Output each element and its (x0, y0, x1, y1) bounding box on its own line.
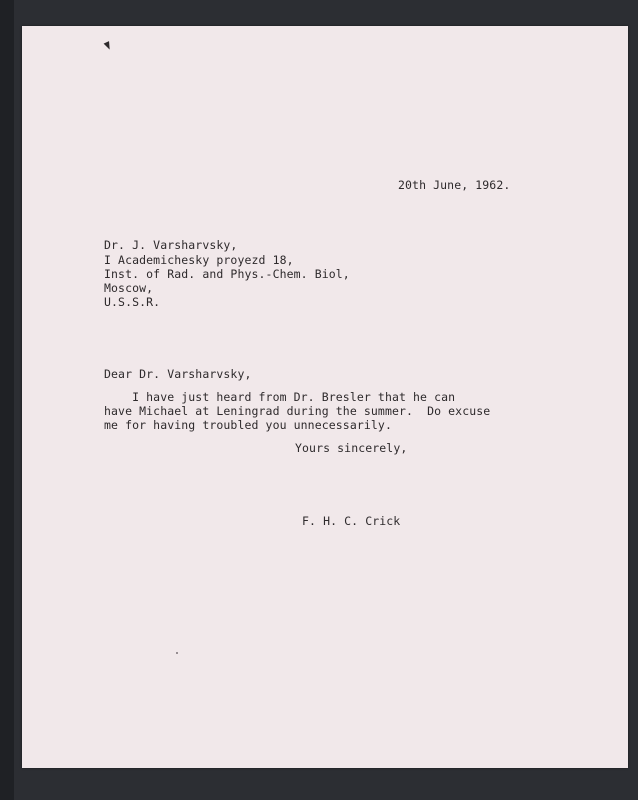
paper-speck (176, 652, 178, 654)
body-line: have Michael at Leningrad during the summer. Do excuse (104, 404, 491, 418)
corner-pencil-mark (104, 41, 113, 51)
recipient-city: Moscow, (104, 281, 154, 295)
signature: F. H. C. Crick (302, 514, 401, 528)
body-line: me for having troubled you unnecessarily. (104, 418, 392, 432)
recipient-name: Dr. J. Varsharvsky, (104, 238, 238, 252)
letter-sheet (22, 26, 628, 768)
recipient-country: U.S.S.R. (104, 295, 161, 309)
salutation: Dear Dr. Varsharvsky, (104, 367, 252, 381)
recipient-institute: Inst. of Rad. and Phys.-Chem. Biol, (104, 267, 350, 281)
letter-date: 20th June, 1962. (398, 178, 511, 192)
recipient-street: I Academichesky proyezd 18, (104, 253, 294, 267)
archive-backing-edge (0, 0, 14, 800)
body-line: I have just heard from Dr. Bresler that he can (104, 390, 456, 404)
closing: Yours sincerely, (295, 441, 408, 455)
